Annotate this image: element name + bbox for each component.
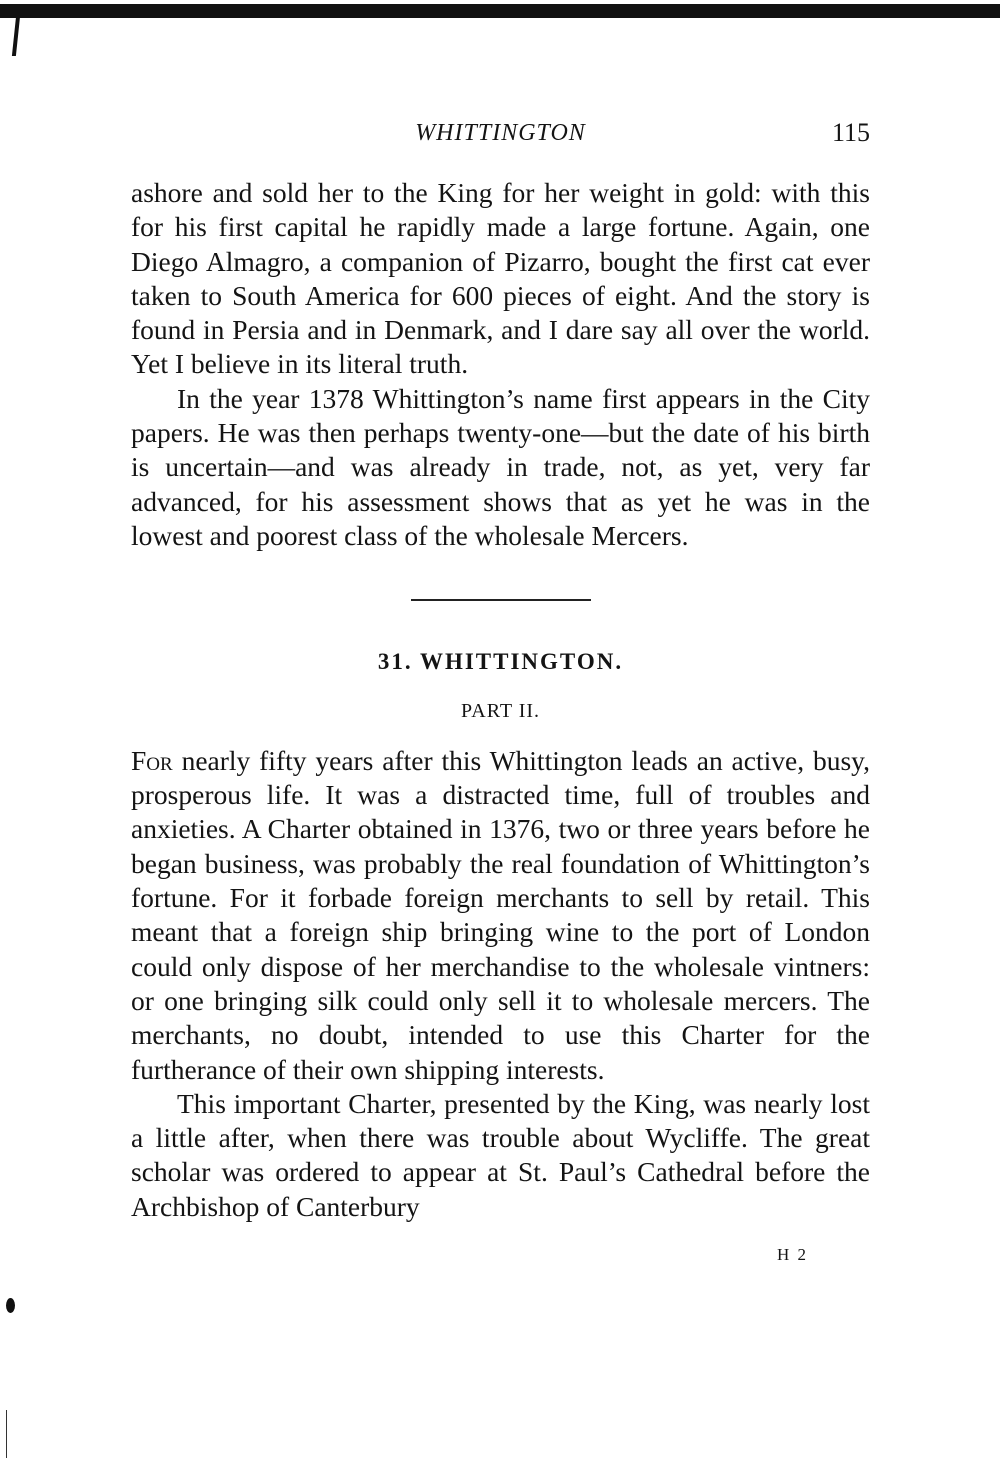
section-divider [411,599,591,601]
opening-word: For [131,744,173,776]
chapter-title: 31. WHITTINGTON. [377,649,624,675]
opening-paragraph-text: nearly fifty years after this Whittington leads an active, busy, prosperous life. It was a distracted time, full of troubles and anxieties. A Charter obtained in 1376, two or three years before he began business, was probably the real foundation of Whittington’s fortune. For it forbade foreign merchants to sell by retail. This meant that a foreign ship bringing wine to the port of London could only dispose of her merchandise to the wholesale vintners: or one bringing silk could only sell it to wholesale mercers. The merchants, no doubt, intended to use this Charter for the furtherance of their own shipping interests. [131,744,870,1085]
paragraph-part2-opening [131,744,870,1087]
top-scan-rule [0,4,1000,18]
running-head-title: WHITTINGTON [415,120,586,146]
book-page [131,116,870,1272]
part-title: PART II. [460,699,541,722]
running-head [131,116,870,158]
paragraph-continuation: ashore and sold her to the King for her weight in gold: with this for his first capital he rapidly made a large fortune. Again, one Diego Almagro, a companion of Pizarro, bought the first cat ever taken to South America for 600 pieces of eight. And the story is found in Persia and in Denmark, and I dare say all over the world. Yet I believe in its literal truth. [131,177,870,380]
page-number: 115 [831,118,870,147]
margin-dot [6,1298,15,1313]
paragraph-charter: This important Charter, presented by the King, was nearly lost a little after, when there was trouble about Wycliffe. The great scholar was ordered to appear at St. Paul’s Cathedral before the Archbishop of Canterbury [131,1087,870,1222]
paragraph-1378: In the year 1378 Whittington’s name first appears in the City papers. He was then perhaps twenty-one—but the date of his birth is uncertain—and was already in trade, not, as yet, very far advanced, for his assessment shows that as yet he was in the lowest and poorest class of the wholesale Mercers. [131,382,870,551]
scan-edge-line [6,1410,7,1458]
scan-edge-mark [12,16,20,56]
signature-mark: H 2 [776,1245,808,1265]
